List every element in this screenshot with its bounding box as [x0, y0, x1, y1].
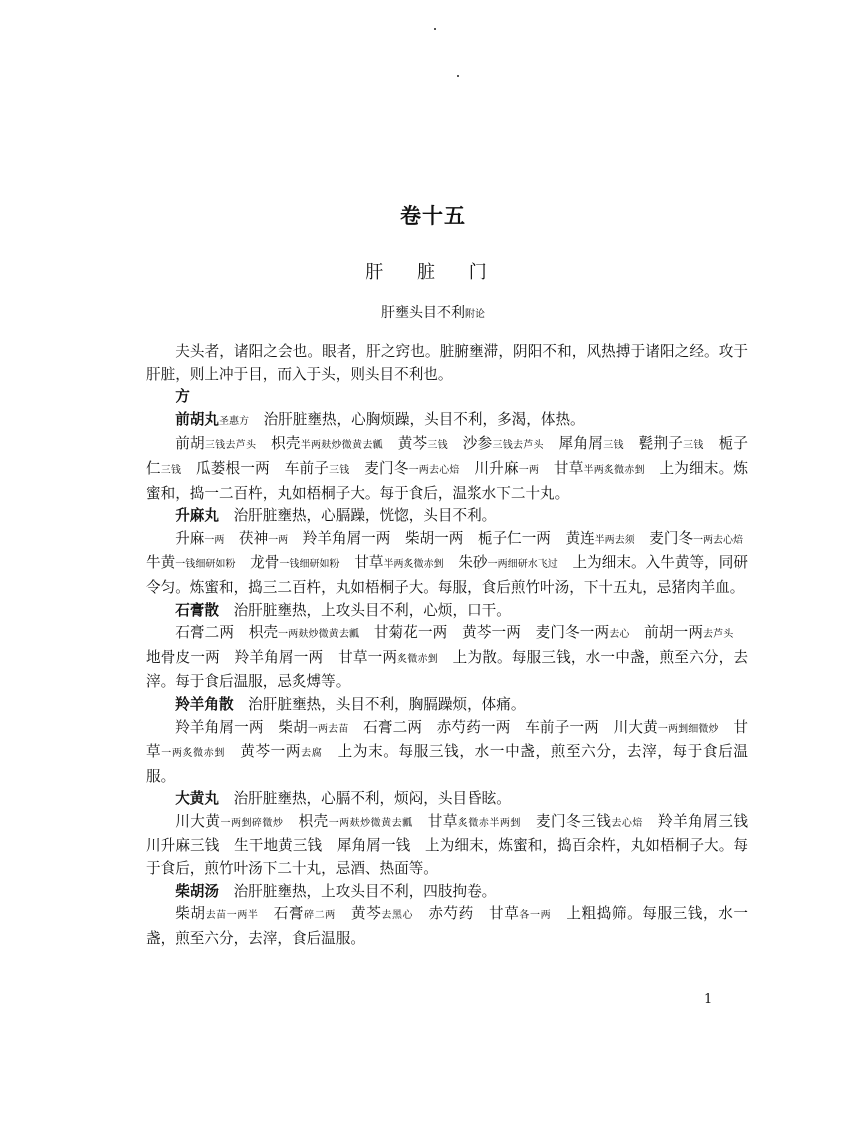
annotation-note: 一两细研水飞过 — [487, 559, 558, 571]
text-run: 犀角屑 — [543, 435, 604, 453]
subsection-title — [0, 302, 866, 322]
text-run: 甘草 — [146, 718, 748, 761]
annotation-note: 一两去心焙 — [408, 464, 460, 476]
paragraph — [146, 600, 748, 623]
text-run: 治肝脏壅热，头目不利，胸膈躁烦，体痛。 — [233, 695, 526, 713]
text-run: 柴胡 — [175, 905, 206, 923]
text-run: 羚羊角屑一两 柴胡一两 栀子仁一两 黄连 — [288, 529, 595, 547]
paragraph — [146, 788, 748, 811]
annotation-note: 一两 — [268, 534, 289, 546]
annotation-note: 去黑心 — [381, 910, 414, 922]
paragraph — [146, 717, 748, 789]
text-run: 龙骨 — [235, 554, 280, 572]
text-run: 甘草 — [339, 554, 384, 572]
annotation-note: 半两去须 — [594, 534, 635, 546]
annotation-note: 一两麸炒微黄去瓤 — [328, 817, 413, 829]
annotation-note: 去心 — [609, 629, 630, 641]
text-run: 夫头者，诸阳之会也。眼者，肝之窍也。脏腑壅滞，阴阳不和，风热搏于诸阳之经。攻于肝脏，则上冲于目，而入于头，则头目不利也。 — [146, 343, 748, 383]
annotation-note: 一钱细研如粉 — [175, 559, 236, 571]
text-run: 黄芩一两 — [225, 743, 302, 761]
paragraph — [146, 386, 748, 409]
annotation-note: 一两 — [204, 534, 225, 546]
paragraph — [146, 694, 748, 717]
text-run: 治肝脏壅热，上攻头目不利，四肢拘卷。 — [218, 882, 497, 900]
recipe-name: 羚羊角散 — [175, 695, 234, 713]
annotation-note: 去苗一两半 — [205, 910, 259, 922]
scan-speck — [457, 75, 459, 77]
annotation-note: 一两麸炒微黄去瓤 — [278, 629, 360, 641]
annotation-note: 三钱 — [160, 464, 182, 476]
recipe-name: 升麻丸 — [175, 507, 219, 525]
subsection-note: 附论 — [465, 309, 485, 320]
annotation-note: 各一两 — [519, 910, 552, 922]
text-run: 麦门冬 — [634, 529, 694, 547]
text-run: 川大黄 — [175, 812, 221, 830]
text-run: 石膏二两 赤芍药一两 车前子一两 川大黄 — [348, 718, 658, 736]
annotation-note: 一两炙微赤剉 — [161, 748, 226, 760]
recipe-name: 方 — [175, 388, 190, 406]
recipe-name: 石膏散 — [175, 601, 219, 619]
annotation-note: 一两 — [518, 464, 540, 476]
text-run: 茯神 — [224, 529, 269, 547]
text-run: 甘菊花一两 黄芩一两 麦门冬一两 — [359, 624, 610, 642]
text-run: 黄芩 — [382, 435, 428, 453]
annotation-note: 三钱 — [329, 464, 350, 476]
annotation-note: 一两剉碎微炒 — [220, 817, 284, 829]
annotation-note: 半两炙微赤剉 — [583, 464, 645, 476]
annotation-note: 一两去心焙 — [693, 534, 744, 546]
text-run: 栀子仁 — [146, 435, 749, 477]
paragraph — [146, 881, 748, 904]
text-run: 麦门冬三钱 — [520, 812, 612, 830]
annotation-note: 圣惠方 — [218, 415, 249, 427]
annotation-note: 一两剉细微炒 — [657, 723, 719, 735]
annotation-note: 碎二两 — [304, 910, 336, 922]
text-run: 沙参 — [447, 435, 493, 453]
text-run: 治肝脏壅热，心膈不利，烦闷，头目昏眩。 — [218, 790, 511, 808]
annotation-note: 半两炙微赤剉 — [383, 559, 444, 571]
annotation-note: 去腐 — [301, 748, 323, 760]
text-run: 上为细末。炼蜜和，捣一二百杵，丸如梧桐子大。每于食后，温浆水下二十丸。 — [146, 459, 748, 502]
text-run: 石膏 — [258, 905, 305, 923]
annotation-note: 一两去苗 — [307, 723, 349, 735]
subsection-title-text: 肝壅头目不利 — [381, 305, 465, 321]
annotation-note: 炙微赤剉 — [397, 653, 438, 665]
text-run: 甘草 — [412, 812, 458, 830]
paragraph — [146, 505, 748, 528]
text-run: 上为细末。入牛黄等，同研令匀。炼蜜和，捣三二百杵，丸如梧桐子大。每服，食后煎竹叶汤，下十五丸，忌猪肉羊血。 — [146, 554, 748, 596]
text-run: 朱砂 — [443, 554, 488, 572]
page-number: 1 — [704, 992, 713, 1007]
text-run: 前胡一两 — [629, 624, 704, 642]
annotation-note: 半两麸炒微黄去瓤 — [300, 440, 383, 452]
text-run: 前胡 — [175, 435, 205, 453]
volume-title: 卷十五 — [400, 203, 466, 228]
text-run: 石膏二两 枳壳 — [175, 624, 279, 642]
annotation-note: 三钱 — [603, 440, 624, 452]
paragraph — [146, 903, 748, 950]
annotation-note: 三钱 — [427, 440, 448, 452]
text-run: 羚羊角屑三钱 川升麻三钱 生干地黄三钱 犀角屑一钱 上为细末，炼蜜和，捣百余杵，丸如梧桐子大。每于食后，煎竹叶汤下二十丸，忌酒、热面等。 — [146, 812, 763, 878]
section-title: 肝 脏 门 — [365, 262, 501, 283]
text-run: 上为末。每服三钱，水一中盏，煎至六分，去滓，每于食后温服。 — [146, 743, 749, 785]
paragraph — [146, 409, 748, 434]
scan-speck — [434, 28, 436, 30]
text-run: 枳壳 — [283, 812, 329, 830]
paragraph — [146, 622, 748, 694]
annotation-note: 一钱细研如粉 — [279, 559, 340, 571]
text-run: 甘草 — [539, 459, 584, 477]
text-run: 牛黄 — [146, 529, 758, 572]
text-run: 治肝脏壅热，心胸烦躁，头目不利，多渴，体热。 — [248, 410, 585, 428]
paragraph — [146, 341, 748, 386]
annotation-note: 三钱 — [683, 440, 704, 452]
paragraph — [146, 528, 758, 600]
annotation-note: 去心焙 — [611, 817, 643, 829]
text-run: 赤芍药 甘草 — [413, 905, 520, 923]
text-run: 治肝脏壅热，上攻头目不利，心烦，口干。 — [218, 601, 511, 619]
annotation-note: 去芦头 — [703, 629, 734, 641]
document-body — [146, 341, 763, 950]
recipe-name: 柴胡汤 — [175, 882, 219, 900]
text-run: 枳壳 — [256, 435, 301, 453]
text-run: 麦门冬 — [349, 459, 409, 477]
text-run: 甏荆子 — [623, 435, 684, 453]
recipe-name: 大黄丸 — [175, 790, 219, 808]
text-run: 黄芩 — [335, 905, 382, 923]
text-run: 地骨皮一两 羚羊角屑一两 甘草一两 — [146, 624, 748, 666]
paragraph — [146, 433, 748, 505]
text-run: 瓜蒌根一两 车前子 — [181, 459, 330, 477]
text-run: 上粗捣筛。每服三钱，水一盏，煎至六分，去滓，食后温服。 — [146, 905, 748, 947]
recipe-name: 前胡丸 — [175, 410, 219, 428]
text-run: 羚羊角屑一两 柴胡 — [175, 718, 308, 736]
text-run: 升麻 — [175, 529, 205, 547]
annotation-note: 三钱去芦头 — [204, 440, 257, 452]
text-run: 川升麻 — [459, 459, 519, 477]
annotation-note: 三钱去芦头 — [492, 440, 544, 452]
text-run: 上为散。每服三钱，水一中盏，煎至六分，去滓。每于食后温服，忌炙煿等。 — [146, 648, 748, 691]
paragraph — [146, 811, 763, 881]
annotation-note: 炙微赤半两剉 — [457, 817, 521, 829]
text-run: 治肝脏壅热，心膈躁，恍惚，头目不利。 — [218, 507, 497, 525]
